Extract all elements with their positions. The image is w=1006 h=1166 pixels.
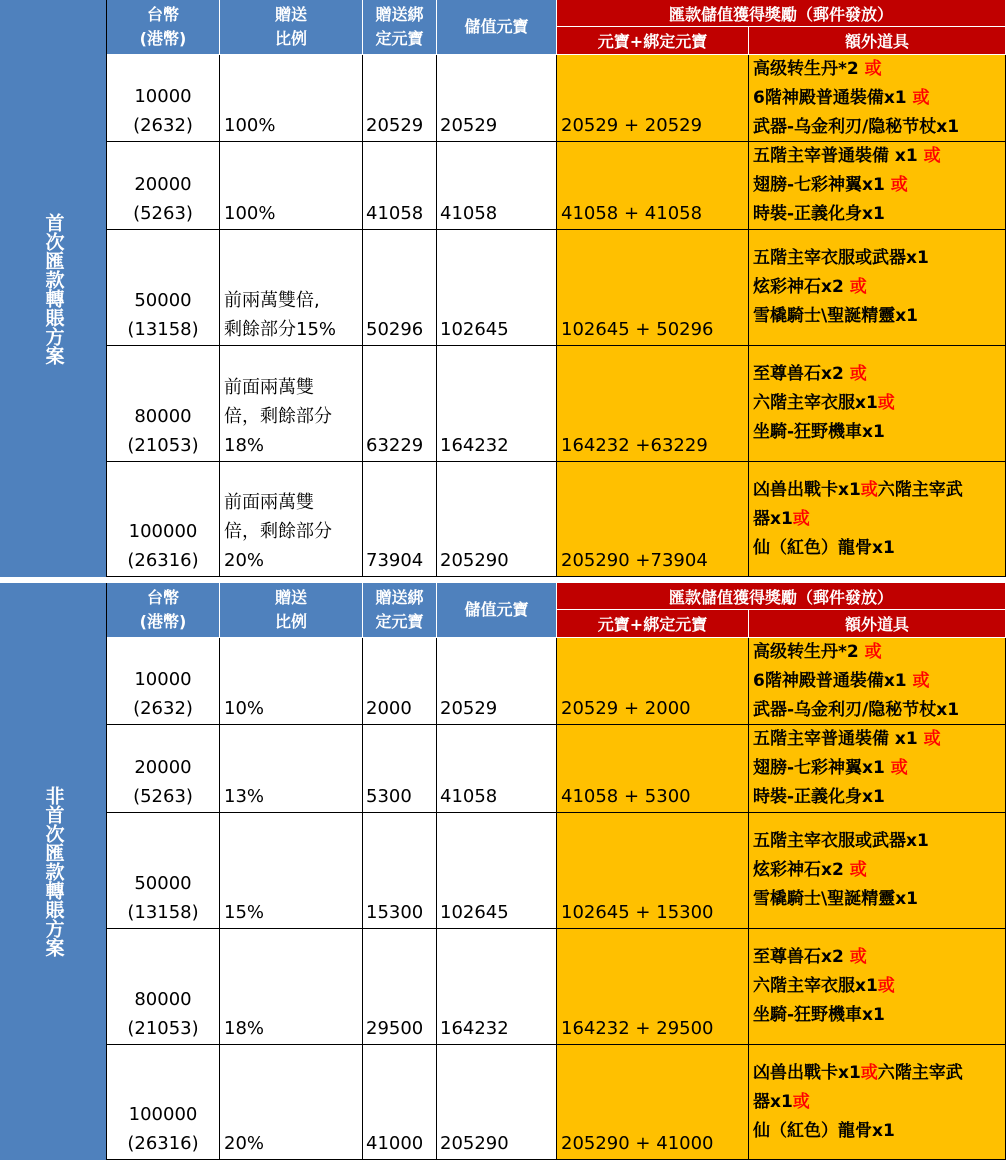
item-line bbox=[753, 200, 1005, 229]
item-text: 六階主宰衣服x1 bbox=[753, 393, 878, 413]
item-text: 六階主宰武 bbox=[877, 479, 963, 500]
item-line bbox=[753, 84, 1005, 113]
amount-hkd: (21053) bbox=[127, 1018, 199, 1039]
item-text: 五階主宰普通裝備 x1 bbox=[753, 729, 924, 749]
item-line bbox=[753, 783, 1005, 812]
amount-hkd: (2632) bbox=[133, 115, 193, 136]
item-line bbox=[753, 55, 1005, 84]
item-line bbox=[753, 113, 1005, 142]
stored-cell: 102645 bbox=[437, 230, 557, 346]
item-text: 坐騎-狂野機車x1 bbox=[753, 1005, 885, 1025]
amount-hkd: (26316) bbox=[127, 550, 199, 571]
or-word: 或 bbox=[849, 860, 867, 880]
scheme-label bbox=[0, 583, 107, 1160]
or-word: 或 bbox=[923, 146, 941, 166]
stored-cell: 20529 bbox=[437, 55, 557, 142]
ratio-cell: 15% bbox=[220, 813, 363, 929]
amount-cell bbox=[107, 462, 220, 577]
item-line bbox=[753, 856, 1005, 885]
table-row bbox=[107, 813, 1006, 929]
item-text: 仙（紅色）龍骨x1 bbox=[753, 537, 895, 558]
amount-twd: 80000 bbox=[134, 406, 192, 427]
amount-cell bbox=[107, 142, 220, 230]
item-text: 雪橇騎士\聖誕精靈x1 bbox=[753, 889, 919, 909]
extra-items-cell bbox=[749, 813, 1006, 929]
ratio-cell: 18% bbox=[220, 929, 363, 1045]
scheme-label-text: 首次匯款轉賬方案 bbox=[42, 212, 65, 365]
stored-cell: 164232 bbox=[437, 346, 557, 462]
bonus-cell: 29500 bbox=[363, 929, 437, 1045]
amount-twd: 100000 bbox=[128, 1104, 198, 1125]
item-text: 仙（紅色）龍骨x1 bbox=[753, 1120, 895, 1141]
item-text: 器x1 bbox=[753, 1091, 793, 1112]
ratio-cell: 100% bbox=[220, 55, 363, 142]
header-stored: 儲值元寶 bbox=[437, 583, 557, 638]
bonus-cell: 50296 bbox=[363, 230, 437, 346]
bonus-cell: 5300 bbox=[363, 725, 437, 813]
table-row bbox=[107, 346, 1006, 462]
item-text: 器x1 bbox=[753, 508, 793, 529]
scheme-label bbox=[0, 0, 107, 577]
item-text: 6階神殿普通裝備x1 bbox=[753, 670, 913, 691]
amount-cell bbox=[107, 346, 220, 462]
amount-hkd: (26316) bbox=[127, 1133, 199, 1154]
item-line bbox=[753, 142, 1005, 171]
extra-items-cell bbox=[749, 462, 1006, 577]
item-text: 六階主宰衣服x1 bbox=[753, 976, 878, 996]
reward-cell: 102645 + 50296 bbox=[557, 230, 749, 346]
item-text: 高级转生丹*2 bbox=[753, 641, 865, 662]
extra-items-cell bbox=[749, 1045, 1006, 1160]
extra-items-cell bbox=[749, 929, 1006, 1045]
amount-twd: 20000 bbox=[134, 757, 192, 778]
or-word: 或 bbox=[912, 87, 930, 108]
item-text: 翅膀-七彩神翼x1 bbox=[753, 175, 891, 195]
or-word: 或 bbox=[849, 947, 867, 967]
or-word: 或 bbox=[864, 58, 882, 79]
ratio-cell: 13% bbox=[220, 725, 363, 813]
header-twd: 台幣 (港幣) bbox=[107, 0, 220, 55]
extra-items-cell bbox=[749, 230, 1006, 346]
table-row bbox=[107, 1045, 1006, 1160]
stored-cell: 102645 bbox=[437, 813, 557, 929]
header-reward-currency: 元寶+綁定元寶 bbox=[557, 27, 749, 55]
header-twd: 台幣 (港幣) bbox=[107, 583, 220, 638]
table-row bbox=[107, 725, 1006, 813]
or-word: 或 bbox=[877, 393, 895, 413]
item-line bbox=[753, 1088, 1005, 1117]
stored-cell: 205290 bbox=[437, 462, 557, 577]
item-line bbox=[753, 360, 1005, 389]
reward-cell: 205290 +73904 bbox=[557, 462, 749, 577]
or-word: 或 bbox=[912, 670, 930, 691]
reward-cell: 102645 + 15300 bbox=[557, 813, 749, 929]
bonus-cell: 15300 bbox=[363, 813, 437, 929]
amount-hkd: (13158) bbox=[127, 902, 199, 923]
stored-cell: 41058 bbox=[437, 142, 557, 230]
item-text: 凶兽出戰卡x1 bbox=[753, 1062, 861, 1083]
item-text: 炫彩神石x2 bbox=[753, 277, 850, 297]
amount-twd: 20000 bbox=[134, 174, 192, 195]
ratio-cell: 前兩萬雙倍, 剩餘部分15% bbox=[220, 230, 363, 346]
amount-cell bbox=[107, 1045, 220, 1160]
item-line bbox=[753, 638, 1005, 667]
amount-hkd: (5263) bbox=[133, 786, 193, 807]
amount-hkd: (5263) bbox=[133, 203, 193, 224]
amount-twd: 100000 bbox=[128, 521, 198, 542]
item-line bbox=[753, 505, 1005, 534]
item-line bbox=[753, 244, 1005, 273]
header-ratio: 贈送 比例 bbox=[220, 0, 363, 55]
bonus-cell: 73904 bbox=[363, 462, 437, 577]
header-extra-items: 額外道具 bbox=[749, 610, 1006, 638]
amount-cell bbox=[107, 55, 220, 142]
or-word: 或 bbox=[849, 364, 867, 384]
ratio-cell: 前面兩萬雙 倍，剩餘部分 20% bbox=[220, 462, 363, 577]
item-text: 炫彩神石x2 bbox=[753, 860, 850, 880]
amount-cell bbox=[107, 929, 220, 1045]
scheme-block bbox=[0, 0, 1006, 577]
item-line bbox=[753, 725, 1005, 754]
item-line bbox=[753, 885, 1005, 914]
bonus-cell: 2000 bbox=[363, 638, 437, 725]
item-line bbox=[753, 1001, 1005, 1030]
header-reward-group: 匯款儲值獲得獎勵（郵件發放） bbox=[557, 0, 1006, 27]
item-text: 6階神殿普通裝備x1 bbox=[753, 87, 913, 108]
ratio-cell: 20% bbox=[220, 1045, 363, 1160]
or-word: 或 bbox=[923, 729, 941, 749]
stored-cell: 205290 bbox=[437, 1045, 557, 1160]
item-text: 時裝-正義化身x1 bbox=[753, 204, 885, 224]
item-text: 五階主宰普通裝備 x1 bbox=[753, 146, 924, 166]
item-line bbox=[753, 302, 1005, 331]
bonus-cell: 41000 bbox=[363, 1045, 437, 1160]
item-line bbox=[753, 389, 1005, 418]
stored-cell: 20529 bbox=[437, 638, 557, 725]
header-bonus: 贈送綁 定元寶 bbox=[363, 583, 437, 638]
extra-items-cell bbox=[749, 55, 1006, 142]
item-text: 雪橇騎士\聖誕精靈x1 bbox=[753, 306, 919, 326]
reward-cell: 41058 + 41058 bbox=[557, 142, 749, 230]
item-text: 武器-乌金利刃/隐秘节杖x1 bbox=[753, 699, 960, 720]
bonus-cell: 20529 bbox=[363, 55, 437, 142]
extra-items-cell bbox=[749, 346, 1006, 462]
extra-items-cell bbox=[749, 142, 1006, 230]
ratio-cell: 前面兩萬雙 倍，剩餘部分 18% bbox=[220, 346, 363, 462]
item-line bbox=[753, 1117, 1005, 1146]
item-text: 坐騎-狂野機車x1 bbox=[753, 422, 885, 442]
reward-cell: 164232 + 29500 bbox=[557, 929, 749, 1045]
reward-cell: 41058 + 5300 bbox=[557, 725, 749, 813]
item-line bbox=[753, 667, 1005, 696]
or-word: 或 bbox=[849, 277, 867, 297]
header-stored: 儲值元寶 bbox=[437, 0, 557, 55]
reward-cell: 20529 + 2000 bbox=[557, 638, 749, 725]
item-text: 武器-乌金利刃/隐秘节杖x1 bbox=[753, 116, 960, 137]
item-text: 凶兽出戰卡x1 bbox=[753, 479, 861, 500]
amount-twd: 50000 bbox=[134, 290, 192, 311]
header-reward-group: 匯款儲值獲得獎勵（郵件發放） bbox=[557, 583, 1006, 610]
item-line bbox=[753, 943, 1005, 972]
bonus-cell: 63229 bbox=[363, 346, 437, 462]
amount-cell bbox=[107, 230, 220, 346]
bonus-cell: 41058 bbox=[363, 142, 437, 230]
item-text: 至尊兽石x2 bbox=[753, 364, 850, 384]
or-word: 或 bbox=[860, 1062, 878, 1083]
item-line bbox=[753, 171, 1005, 200]
item-text: 五階主宰衣服或武器x1 bbox=[753, 248, 929, 268]
reward-cell: 164232 +63229 bbox=[557, 346, 749, 462]
item-line bbox=[753, 1059, 1005, 1088]
extra-items-cell bbox=[749, 638, 1006, 725]
header-ratio: 贈送 比例 bbox=[220, 583, 363, 638]
scheme-block bbox=[0, 583, 1006, 1160]
amount-cell bbox=[107, 813, 220, 929]
extra-items-cell bbox=[749, 725, 1006, 813]
amount-cell bbox=[107, 725, 220, 813]
amount-twd: 10000 bbox=[134, 669, 192, 690]
reward-cell: 20529 + 20529 bbox=[557, 55, 749, 142]
or-word: 或 bbox=[864, 641, 882, 662]
item-line bbox=[753, 972, 1005, 1001]
stored-cell: 41058 bbox=[437, 725, 557, 813]
item-line bbox=[753, 696, 1005, 725]
item-line bbox=[753, 418, 1005, 447]
amount-hkd: (13158) bbox=[127, 319, 199, 340]
table-row bbox=[107, 230, 1006, 346]
amount-twd: 50000 bbox=[134, 873, 192, 894]
amount-twd: 10000 bbox=[134, 86, 192, 107]
or-word: 或 bbox=[792, 508, 810, 529]
item-text: 五階主宰衣服或武器x1 bbox=[753, 831, 929, 851]
header-extra-items: 額外道具 bbox=[749, 27, 1006, 55]
ratio-cell: 100% bbox=[220, 142, 363, 230]
or-word: 或 bbox=[890, 758, 908, 778]
item-line bbox=[753, 754, 1005, 783]
amount-twd: 80000 bbox=[134, 989, 192, 1010]
scheme-label-text: 非首次匯款轉賬方案 bbox=[42, 786, 65, 957]
header-bonus: 贈送綁 定元寶 bbox=[363, 0, 437, 55]
table-row bbox=[107, 929, 1006, 1045]
item-line bbox=[753, 534, 1005, 563]
item-text: 時裝-正義化身x1 bbox=[753, 787, 885, 807]
or-word: 或 bbox=[792, 1091, 810, 1112]
reward-cell: 205290 + 41000 bbox=[557, 1045, 749, 1160]
amount-hkd: (21053) bbox=[127, 435, 199, 456]
table-row bbox=[107, 462, 1006, 577]
item-line bbox=[753, 273, 1005, 302]
or-word: 或 bbox=[877, 976, 895, 996]
or-word: 或 bbox=[860, 479, 878, 500]
header-reward-currency: 元寶+綁定元寶 bbox=[557, 610, 749, 638]
or-word: 或 bbox=[890, 175, 908, 195]
item-line bbox=[753, 827, 1005, 856]
stored-cell: 164232 bbox=[437, 929, 557, 1045]
item-text: 翅膀-七彩神翼x1 bbox=[753, 758, 891, 778]
amount-cell bbox=[107, 638, 220, 725]
table-row bbox=[107, 55, 1006, 142]
item-text: 六階主宰武 bbox=[877, 1062, 963, 1083]
table-row bbox=[107, 638, 1006, 725]
item-line bbox=[753, 476, 1005, 505]
amount-hkd: (2632) bbox=[133, 698, 193, 719]
item-text: 高级转生丹*2 bbox=[753, 58, 865, 79]
table-row bbox=[107, 142, 1006, 230]
ratio-cell: 10% bbox=[220, 638, 363, 725]
item-text: 至尊兽石x2 bbox=[753, 947, 850, 967]
